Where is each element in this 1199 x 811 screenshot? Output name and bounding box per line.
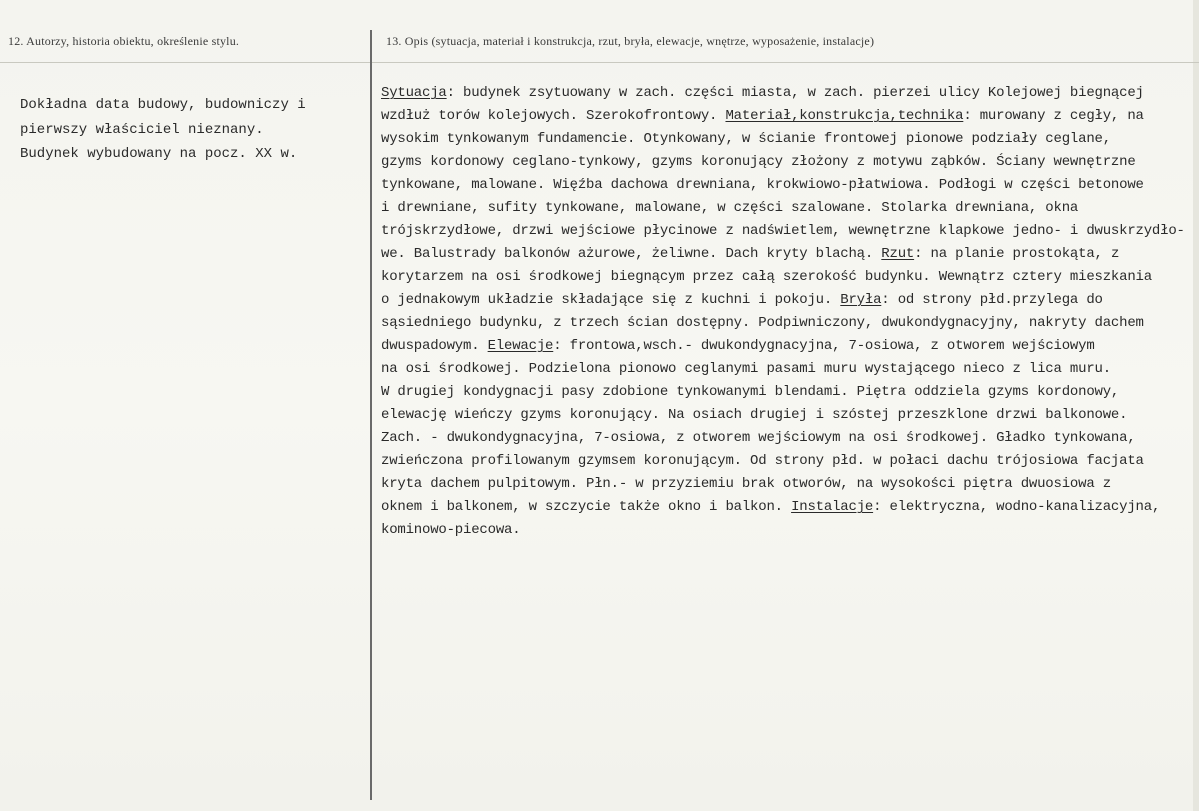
- description-text: wysokim tynkowanym fundamencie. Otynkowany, w ścianie frontowej pionowe podziały ceglane,: [381, 131, 1111, 147]
- description-text: oknem i balkonem, w szczycie także okno i balkon.: [381, 499, 792, 515]
- description-text: kominowo-piecowa.: [381, 522, 521, 538]
- description-text: kryta dachem pulpitowym. Płn.- w przyziemiu brak otworów, na wysokości piętra dwuosiowa z: [381, 476, 1111, 492]
- section-keyword: Elewacje: [487, 338, 554, 354]
- section-keyword: Materiał,konstrukcja,technika: [725, 108, 964, 124]
- description-text: we. Balustrady balkonów ażurowe, żeliwne. Dach kryty blachą.: [381, 246, 882, 262]
- description-text-line: [381, 312, 1191, 335]
- description-text-line: [381, 519, 1191, 542]
- section-keyword: Bryła: [840, 292, 882, 308]
- description-text: W drugiej kondygnacji pasy zdobione tynkowanymi blendami. Piętra oddziela gzyms kordonowy,: [381, 384, 1120, 400]
- description-text: : murowany z cegły, na: [963, 108, 1144, 124]
- description-text-line: [381, 151, 1191, 174]
- description-text: : od strony płd.przylega do: [881, 292, 1103, 308]
- description-text: na osi środkowej. Podzielona pionowo ceglanymi pasami muru wystającego nieco z lica muru.: [381, 361, 1111, 377]
- description-text-line: [381, 335, 1191, 358]
- description-text: sąsiedniego budynku, z trzech ścian dostępny. Podpiwniczony, dwukondygnacyjny, nakryty dachem: [381, 315, 1144, 331]
- section-keyword: Sytuacja: [381, 85, 447, 101]
- column-divider: [370, 30, 372, 800]
- description-text: : frontowa,wsch.- dwukondygnacyjna, 7-osiowa, z otworem wejściowym: [553, 338, 1095, 354]
- header-rule: [0, 62, 1199, 63]
- description-text-line: [381, 473, 1191, 496]
- page-edge: [1193, 0, 1199, 811]
- description-text: elewację wieńczy gzyms koronujący. Na osiach drugiej i szóstej przeszklone drzwi balkonowe.: [381, 407, 1128, 423]
- description-text: : elektryczna, wodno-kanalizacyjna,: [873, 499, 1161, 515]
- description-text-line: [381, 105, 1191, 128]
- description-text-line: [381, 358, 1191, 381]
- left-text-line: Dokładna data budowy, budowniczy i: [20, 97, 306, 113]
- description-text: zwieńczona profilowanym gzymsem koronującym. Od strony płd. w połaci dachu trójosiowa facjata: [381, 453, 1144, 469]
- left-text-line: Budynek wybudowany na pocz. XX w.: [20, 146, 298, 162]
- description-text-line: [381, 243, 1191, 266]
- description-text-line: [381, 220, 1191, 243]
- description-text: o jednakowym układzie składające się z kuchni i pokoju.: [381, 292, 841, 308]
- description-text: dwuspadowym.: [381, 338, 488, 354]
- description-text-line: [381, 128, 1191, 151]
- description-text-line: [381, 289, 1191, 312]
- description-column: [381, 82, 1191, 542]
- left-text-line: pierwszy właściciel nieznany.: [20, 121, 264, 138]
- description-text-line: [381, 404, 1191, 427]
- description-text: : budynek zsytuowany w zach. części miasta, w zach. pierzei ulicy Kolejowej biegnącej: [446, 85, 1144, 101]
- section-13-header: 13. Opis (sytuacja, materiał i konstrukcja, rzut, bryła, elewacje, wnętrze, wyposażenie, instalacje): [386, 34, 875, 48]
- description-text-line: [381, 381, 1191, 404]
- description-text-line: [381, 82, 1191, 105]
- description-text-line: [381, 266, 1191, 289]
- description-text-line: [381, 427, 1191, 450]
- description-text-line: [381, 174, 1191, 197]
- description-text: tynkowane, malowane. Więźba dachowa drewniana, krokwiowo-płatwiowa. Podłogi w części betonowe: [381, 177, 1144, 193]
- section-12-header: 12. Autorzy, historia obiektu, określenie stylu.: [8, 34, 240, 48]
- description-text: Zach. - dwukondygnacyjna, 7-osiowa, z otworem wejściowym na osi środkowej. Gładko tynkowana,: [381, 430, 1136, 446]
- description-text-line: [381, 450, 1191, 473]
- description-text: trójskrzydłowe, drzwi wejściowe płycinowe z nadświetlem, wewnętrzne klapkowe jedno- i dwuskrzydło-: [381, 223, 1185, 239]
- description-text: i drewniane, sufity tynkowane, malowane, w części szalowane. Stolarka drewniana, okna: [381, 200, 1079, 216]
- section-keyword: Instalacje: [791, 499, 874, 515]
- description-text-line: [381, 197, 1191, 220]
- authors-history-column: [20, 93, 360, 167]
- description-text-line: [381, 496, 1191, 519]
- description-text: korytarzem na osi środkowej biegnącym przez całą szerokość budynku. Wewnątrz cztery mieszkania: [381, 269, 1152, 285]
- description-text: wzdłuż torów kolejowych. Szerokofrontowy.: [381, 108, 726, 124]
- section-keyword: Rzut: [881, 246, 915, 262]
- description-text: : na planie prostokąta, z: [914, 246, 1120, 262]
- description-text: gzyms kordonowy ceglano-tynkowy, gzyms koronujący złożony z motywu ząbków. Ściany wewnętrzne: [381, 154, 1136, 170]
